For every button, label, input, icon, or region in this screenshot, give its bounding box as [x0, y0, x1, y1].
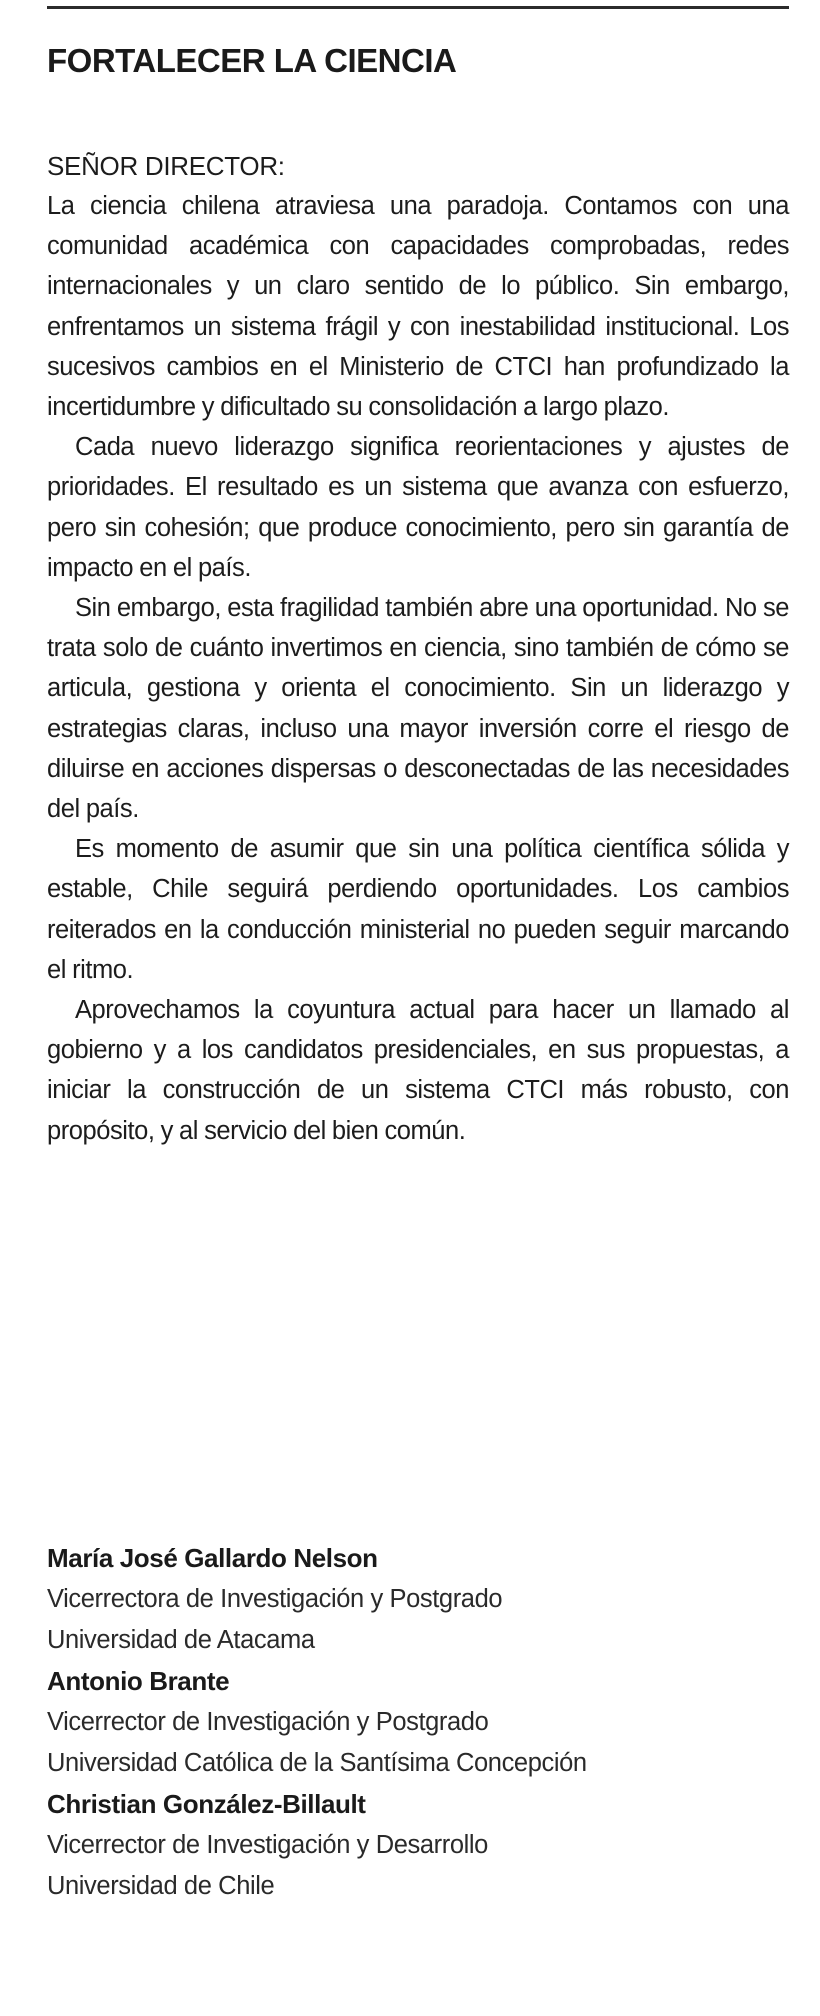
paragraph: Sin embargo, esta fragilidad también abre una oportunidad. No se trata solo de cuánto invertimos en ciencia, sino también de cómo se articula, gestiona y orienta el conocimiento. Sin un liderazgo y estrategias claras, incluso una mayor inversión corre el riesgo de diluirse en acciones dispersas o desconectadas de las necesidades del país. [47, 594, 789, 824]
signatory [47, 1537, 789, 1660]
signatures-block [47, 1537, 789, 1906]
letter-column [47, 0, 789, 2016]
signatory-title: Vicerrector de Investigación y Postgrado [47, 1708, 489, 1736]
signatory-title: Vicerrector de Investigación y Desarrollo [47, 1831, 488, 1859]
signatory-institution: Universidad Católica de la Santísima Concepción [47, 1748, 587, 1777]
signatory-institution: Universidad de Atacama [47, 1625, 315, 1654]
signatory-institution: Universidad de Chile [47, 1871, 275, 1900]
signatory-name: María José Gallardo Nelson [47, 1543, 378, 1573]
paragraph: Es momento de asumir que sin una política científica sólida y estable, Chile seguirá perdiendo oportunidades. Los cambios reiterados en la conducción ministerial no pueden seguir marcando el ritmo. [47, 835, 789, 984]
signatory [47, 1783, 789, 1906]
signatory-name: Antonio Brante [47, 1666, 230, 1696]
paragraph: La ciencia chilena atraviesa una paradoja. Contamos con una comunidad académica con capacidades comprobadas, redes internacionales y un claro sentido de lo público. Sin embargo, enfrentamos un sistema frágil y con inestabilidad institucional. Los sucesivos cambios en el Ministerio de CTCI han profundizado la incertidumbre y dificultado su consolidación a largo plazo. [47, 192, 789, 422]
paragraph: Cada nuevo liderazgo significa reorientaciones y ajustes de prioridades. El resultado es un sistema que avanza con esfuerzo, pero sin cohesión; que produce conocimiento, pero sin garantía de impacto en el país. [47, 433, 789, 582]
signatory-title: Vicerrectora de Investigación y Postgrado [47, 1585, 503, 1613]
top-divider [47, 6, 789, 9]
letter-body [47, 186, 789, 1151]
paragraph: Aprovechamos la coyuntura actual para hacer un llamado al gobierno y a los candidatos presidenciales, en sus propuestas, a iniciar la construcción de un sistema CTCI más robusto, con propósito, y al servicio del bien común. [47, 996, 789, 1145]
signatory [47, 1660, 789, 1783]
letter-salutation: SEÑOR DIRECTOR: [47, 151, 285, 181]
letter-headline: FORTALECER LA CIENCIA [47, 42, 457, 79]
signatory-name: Christian González-Billault [47, 1789, 366, 1819]
